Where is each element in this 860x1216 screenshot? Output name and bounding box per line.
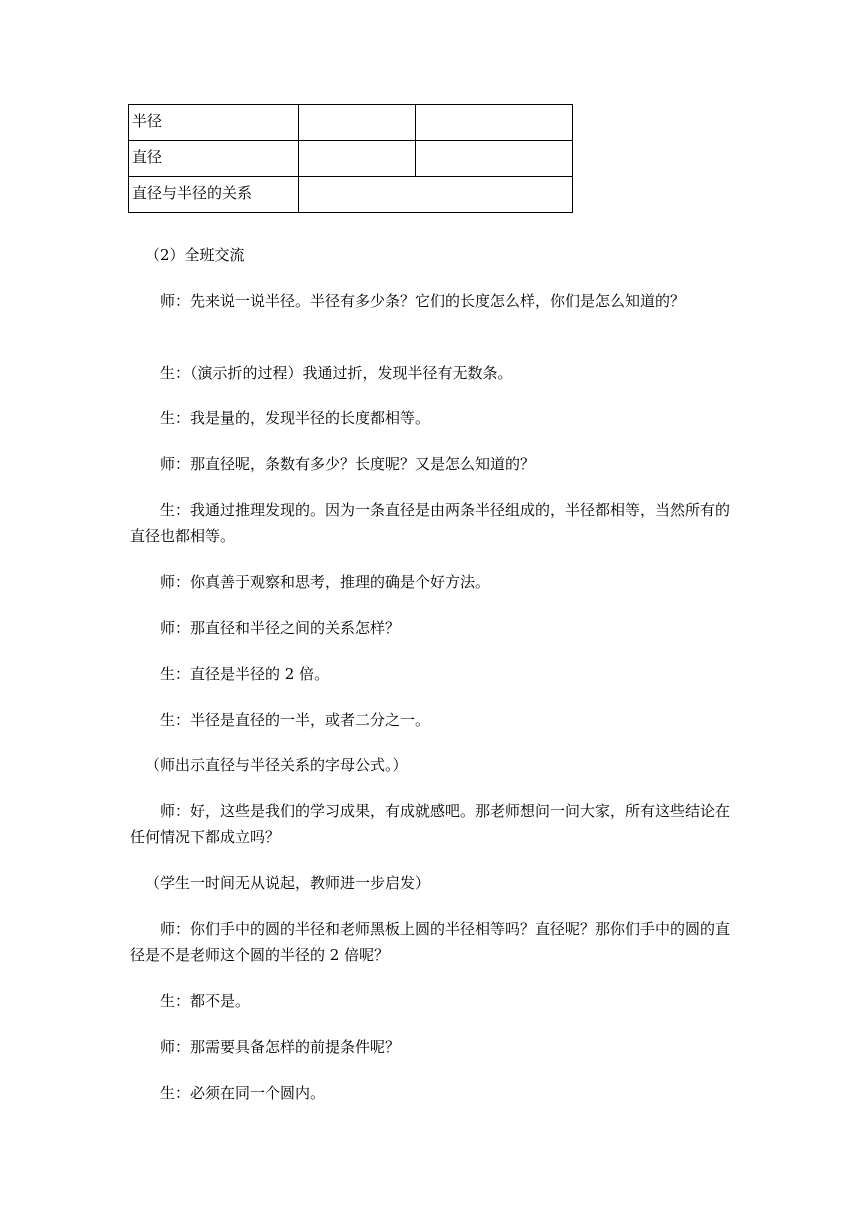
paragraph: 生：都不是。 — [160, 992, 251, 1010]
table-row-radius — [129, 105, 573, 141]
paragraph: 生：（演示折的过程）我通过折，发现半径有无数条。 — [160, 364, 513, 382]
table-cell-label: 直径 — [129, 141, 299, 177]
table-cell — [299, 141, 416, 177]
table-cell-merged — [299, 177, 573, 213]
paragraph: 生：半径是直径的一半，或者二分之一。 — [160, 711, 431, 729]
table-cell — [416, 105, 573, 141]
paragraph: （师出示直径与半径关系的字母公式。） — [145, 756, 408, 774]
paragraph: 生：我是量的，发现半径的长度都相等。 — [160, 409, 431, 427]
paragraph: 师：那直径呢，条数有多少？长度呢？又是怎么知道的？ — [160, 455, 536, 473]
paragraph: 师：先来说一说半径。半径有多少条？它们的长度怎么样，你们是怎么知道的？ — [160, 292, 686, 310]
paragraph: 生：我通过推理发现的。因为一条直径是由两条半径组成的，半径都相等，当然所有的直径也都相等。 — [130, 501, 731, 545]
paragraph: 师：你真善于观察和思考，推理的确是个好方法。 — [160, 573, 491, 591]
table-row-relation — [129, 177, 573, 213]
section-heading: （2）全班交流 — [145, 246, 245, 264]
table-cell — [299, 105, 416, 141]
paragraph: 师：你们手中的圆的半径和老师黑板上圆的半径相等吗？直径呢？那你们手中的圆的直径是不是老师这个圆的半径的 2 倍呢？ — [130, 920, 731, 964]
paragraph: 师：那直径和半径之间的关系怎样？ — [160, 619, 401, 637]
paragraph: 师：好，这些是我们的学习成果，有成就感吧。那老师想问一问大家，所有这些结论在任何情况下都成立吗？ — [130, 802, 731, 846]
table-cell — [416, 141, 573, 177]
table-cell-label: 直径与半径的关系 — [129, 177, 299, 213]
table-cell-label: 半径 — [129, 105, 299, 141]
radius-diameter-table — [128, 104, 573, 213]
paragraph: 生：必须在同一个圆内。 — [160, 1084, 326, 1102]
paragraph: 师：那需要具备怎样的前提条件呢？ — [160, 1038, 401, 1056]
paragraph: （学生一时间无从说起，教师进一步启发） — [145, 874, 431, 892]
table-row-diameter — [129, 141, 573, 177]
paragraph: 生：直径是半径的 2 倍。 — [160, 665, 330, 683]
